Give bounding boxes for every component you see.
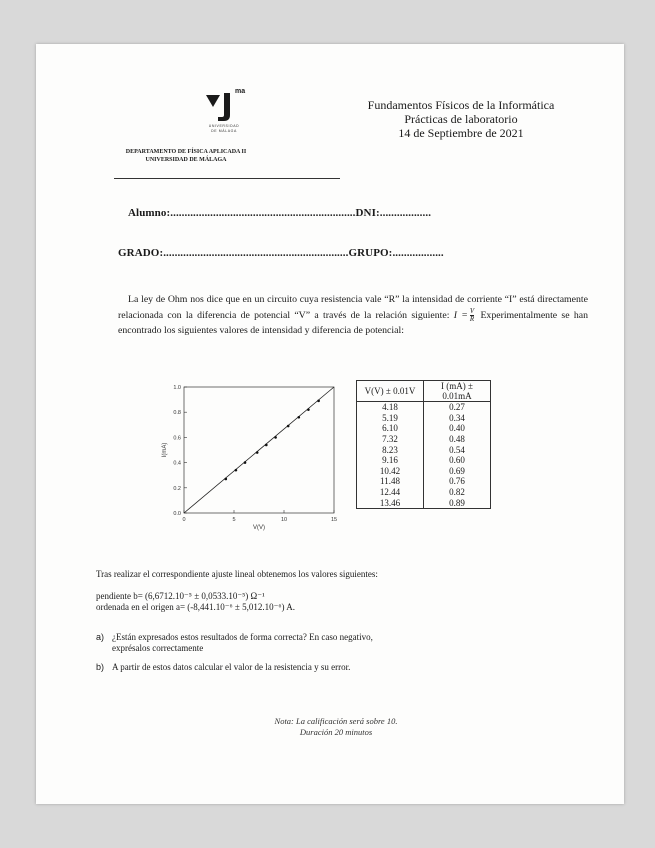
table-row: [357, 423, 491, 434]
table-cell-current: 0.89: [424, 497, 491, 508]
pendiente-value: pendiente b= (6,6712.10⁻⁵ ± 0,0533.10⁻⁵) Ω⁻¹: [96, 591, 265, 601]
table-cell-voltage: 8.23: [357, 444, 424, 455]
formula-denominator: R: [469, 314, 475, 323]
course-subtitle: Prácticas de laboratorio: [404, 112, 518, 126]
table-cell-voltage: 4.18: [357, 402, 424, 413]
data-point: [256, 451, 259, 454]
department-line1: DEPARTAMENTO DE FÍSICA APLICADA II: [125, 149, 247, 155]
logo-superscript: ma: [235, 88, 246, 95]
x-tick-label: 5: [232, 517, 236, 523]
question-label: b): [96, 662, 105, 672]
data-point: [307, 408, 310, 411]
y-tick-label: 0.0: [173, 511, 181, 517]
table-cell-voltage: 13.46: [357, 497, 424, 508]
table-cell-current: 0.76: [424, 476, 491, 487]
question-a: [96, 632, 576, 654]
table-cell-voltage: 7.32: [357, 434, 424, 445]
x-axis-label: V(V): [253, 525, 265, 531]
table-cell-voltage: 5.19: [357, 413, 424, 424]
table-cell-current: 0.69: [424, 466, 491, 477]
data-point: [317, 400, 320, 403]
table-cell-current: 0.40: [424, 423, 491, 434]
fit-line: [184, 387, 334, 513]
formula-fraction: [470, 308, 474, 323]
data-point: [265, 444, 268, 447]
formula-lhs: I =: [453, 309, 468, 321]
intro-paragraph: [118, 292, 588, 339]
nota-line1: Nota: La calificación será sobre 10.: [274, 716, 398, 726]
ordenada-value: ordenada en el origen a= (-8,441.10⁻⁶ ± 5,012.10⁻⁶) A.: [96, 602, 295, 612]
data-point: [235, 469, 238, 472]
question-b: [96, 662, 576, 673]
course-header: [348, 98, 574, 140]
formula-numerator: V: [469, 306, 475, 315]
table-row: [357, 455, 491, 466]
x-tick-label: 10: [280, 517, 288, 523]
alumno-dni-field: Alumno:.................................................................DNI:..................: [128, 207, 432, 219]
logo-text-line2: DE MÁLAGA: [211, 129, 237, 133]
header-divider: [114, 178, 340, 179]
nota: [236, 716, 436, 738]
table-header-current: I (mA) ± 0.01mA: [424, 381, 491, 402]
y-tick-label: 1.0: [173, 385, 181, 391]
table-row: [357, 413, 491, 424]
intro-text-2: Experimentalmente se han encontrado los siguientes valores de intensidad y diferencia de potencial:: [118, 309, 589, 336]
department-line2: UNIVERSIDAD DE MÁLAGA: [145, 157, 227, 163]
y-tick-label: 0.4: [173, 460, 181, 467]
y-tick-label: 0.2: [173, 485, 181, 492]
question-text: A partir de estos datos calcular el valor de la resistencia y su error.: [112, 662, 351, 672]
table-header-row: [357, 381, 491, 402]
table-row: [357, 476, 491, 487]
table-cell-current: 0.27: [424, 402, 491, 413]
table-row: [357, 434, 491, 445]
intro-text-1: La ley de Ohm nos dice que en un circuito cuya resistencia vale “R” la intensidad de corriente “I” está directamente relacionada con la diferencia de potencial “V” a través de la relación siguiente:: [118, 294, 588, 321]
table-cell-voltage: 6.10: [357, 423, 424, 434]
y-axis-label: I(mA): [162, 442, 168, 458]
data-table: [356, 380, 491, 509]
table-row: [357, 497, 491, 508]
data-point: [287, 425, 290, 428]
x-tick-label: 15: [330, 517, 338, 523]
table-cell-voltage: 9.16: [357, 455, 424, 466]
table-row: [357, 444, 491, 455]
grado-grupo-field: GRADO:.................................................................GRUPO:..................: [118, 247, 444, 259]
y-tick-label: 0.6: [173, 435, 181, 442]
exam-page: [36, 44, 624, 804]
table-cell-voltage: 12.44: [357, 487, 424, 498]
y-tick-label: 0.8: [173, 410, 181, 417]
ohm-chart: [132, 381, 342, 531]
department: [96, 148, 276, 164]
table-cell-current: 0.60: [424, 455, 491, 466]
table-cell-voltage: 10.42: [357, 466, 424, 477]
table-cell-current: 0.54: [424, 444, 491, 455]
table-cell-voltage: 11.48: [357, 476, 424, 487]
course-title: Fundamentos Físicos de la Informática: [367, 98, 555, 112]
data-point: [298, 416, 301, 419]
course-date: 14 de Septiembre de 2021: [398, 126, 524, 140]
table-row: [357, 487, 491, 498]
table-header-voltage: V(V) ± 0.01V: [357, 381, 424, 402]
nota-line2: Duración 20 minutos: [299, 727, 373, 737]
question-text: ¿Están expresados estos resultados de forma correcta? En caso negativo, exprésalos correctamente: [112, 632, 373, 653]
results-intro: Tras realizar el correspondiente ajuste lineal obtenemos los valores siguientes:: [96, 569, 378, 579]
table-cell-current: 0.82: [424, 487, 491, 498]
data-point: [225, 478, 228, 481]
table-cell-current: 0.34: [424, 413, 491, 424]
logo-text-line1: UNIVERSIDAD: [208, 124, 240, 128]
data-point: [274, 436, 277, 439]
logo-text: [194, 124, 254, 134]
table-row: [357, 402, 491, 413]
question-label: a): [96, 632, 105, 642]
x-tick-label: 0: [182, 517, 186, 523]
table-row: [357, 466, 491, 477]
data-point: [244, 461, 247, 464]
questions-list: [96, 632, 576, 681]
table-cell-current: 0.48: [424, 434, 491, 445]
